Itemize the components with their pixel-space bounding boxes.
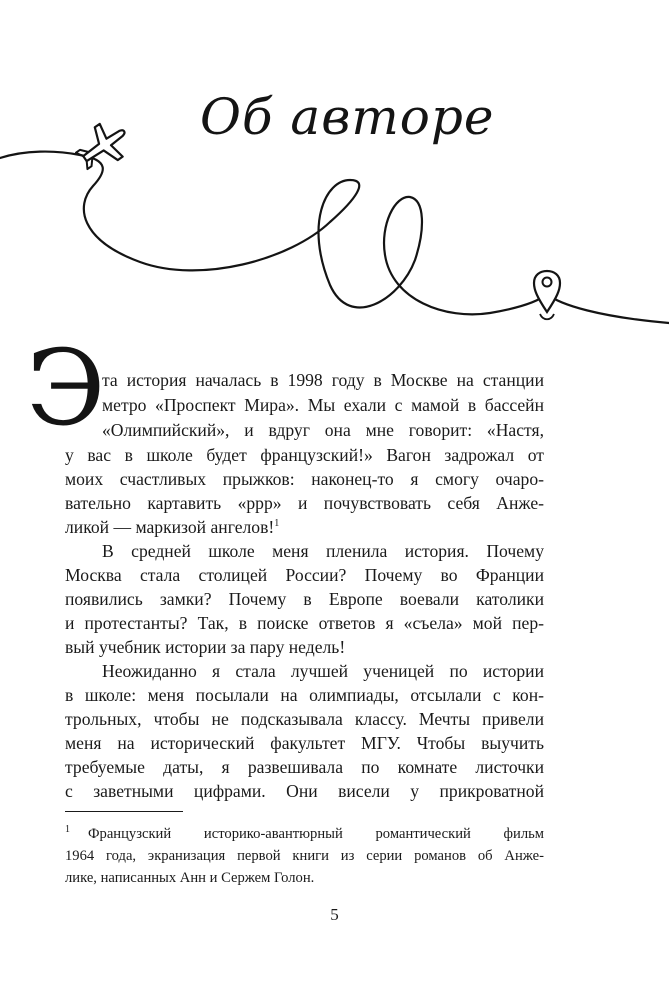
body-line-4: у вас в школе будет французский!» Вагон задрожал от bbox=[65, 445, 544, 465]
body-line-17: требуемые даты, я развешивала по комнате листочки bbox=[65, 757, 544, 777]
body-line-3: «Олимпийский», и вдруг она мне говорит: «Настя, bbox=[102, 420, 544, 440]
chapter-title: Об авторе bbox=[200, 88, 495, 146]
body-line-11: и протестанты? Так, в поиске ответов я «съела» мой пер- bbox=[65, 613, 544, 633]
footnote-marker bbox=[65, 824, 70, 845]
body-line-15: трольных, чтобы не подсказывала классу. Мечты привели bbox=[65, 709, 544, 729]
body-line-18: с заветными цифрами. Они висели у прикроватной bbox=[65, 781, 544, 801]
body-line-8: В средней школе меня пленила история. Почему bbox=[102, 541, 544, 561]
footnote-line-1: Французский историко-авантюрный романтический фильм bbox=[88, 826, 544, 842]
body-line-1: та история началась в 1998 году в Москве на станции bbox=[102, 370, 544, 390]
drop-cap: Э bbox=[26, 327, 106, 449]
footnote-divider bbox=[65, 811, 183, 812]
page-number: 5 bbox=[330, 905, 339, 924]
footnote-line-2: 1964 года, экранизация первой книги из серии романов об Анже- bbox=[65, 848, 544, 864]
footnote-reference: 1 bbox=[274, 518, 280, 530]
body-line-2: метро «Проспект Мира». Мы ехали с мамой в бассейн bbox=[102, 395, 544, 415]
flight-path-line bbox=[0, 152, 669, 323]
footnote-line-3: лике, написанных Анн и Сержем Голон. bbox=[65, 870, 315, 886]
body-line-9: Москва стала столицей России? Почему во Франции bbox=[65, 565, 544, 585]
airplane-flight-path-illustration bbox=[0, 0, 669, 345]
location-pin-icon bbox=[534, 271, 560, 319]
body-line-16: меня на исторический факультет МГУ. Чтобы выучить bbox=[65, 733, 544, 753]
body-line-12: вый учебник истории за пару недель! bbox=[65, 637, 346, 657]
body-line-13: Неожиданно я стала лучшей ученицей по истории bbox=[102, 661, 544, 681]
body-line-5: моих счастливых прыжков: наконец-то я смогу очаро- bbox=[65, 469, 544, 489]
body-line-7 bbox=[65, 515, 279, 539]
body-line-7-text: ликой — маркизой ангелов! bbox=[65, 517, 275, 537]
body-line-14: в школе: меня посылали на олимпиады, отсылали с кон- bbox=[65, 685, 544, 705]
body-line-10: появились замки? Почему в Европе воевали католики bbox=[65, 589, 544, 609]
footnote-marker-number: 1 bbox=[65, 824, 70, 836]
body-line-6: вательно картавить «ррр» и почувствовать себя Анже- bbox=[65, 493, 544, 513]
